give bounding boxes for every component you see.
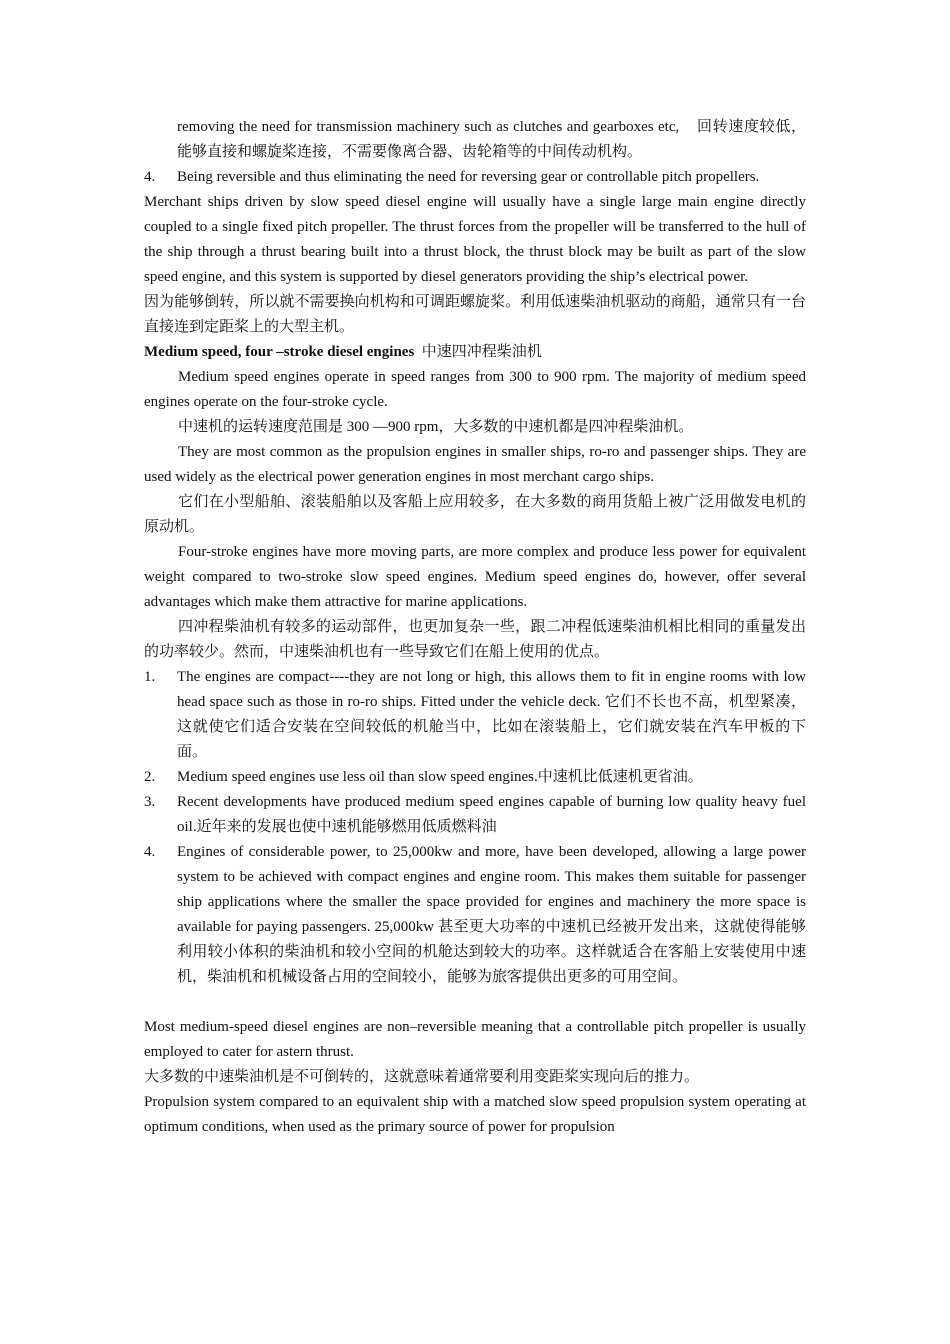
advantage-list-item-3 [144,790,806,840]
list-number: 4. [144,844,156,860]
section-heading [144,340,806,365]
medium-paragraph-2-en: They are most common as the propulsion engines in smaller ships, ro-ro and passenger ships. They are used widely as the electrical power generation engines in most merchant cargo ships. [144,444,806,485]
medium-paragraph-5-en: Propulsion system compared to an equivalent ship with a matched slow speed propulsion system operating at optimum conditions, when used as the primary source of power for propulsion [144,1094,806,1135]
list-number: 1. [144,669,156,685]
section-heading-en: Medium speed, four –stroke diesel engines [144,344,415,360]
list-number: 3. [144,794,156,810]
continued-list-text: removing the need for transmission machinery such as clutches and gearboxes etc, 回转速度较低，能够直接和螺旋桨连接，不需要像离合器、齿轮箱等的中间传动机构。 [177,119,806,160]
blank-line [144,990,806,1015]
medium-paragraph-4-cn: 大多数的中速柴油机是不可倒转的，这就意味着通常要利用变距桨实现向后的推力。 [144,1069,700,1085]
medium-paragraph-4-en: Most medium-speed diesel engines are non–reversible meaning that a controllable pitch propeller is usually employed to cater for astern thrust. [144,1019,806,1060]
list-item-text: The engines are compact----they are not long or high, this allows them to fit in engine rooms with low head space such as those in ro-ro ships. Fitted under the vehicle deck. 它们不长也不高，机型紧凑，这就使它们适合安装在空间较低的机舱当中，比如在滚装船上，它们就安装在汽车甲板的下面。 [177,669,806,760]
list-item-text: Medium speed engines use less oil than slow speed engines.中速机比低速机更省油。 [177,769,703,785]
medium-paragraph-1-en: Medium speed engines operate in speed ranges from 300 to 900 rpm. The majority of medium speed engines operate on the four-stroke cycle. [144,369,806,410]
section-heading-cn: 中速四冲程柴油机 [421,344,542,360]
medium-paragraph-3-en: Four-stroke engines have more moving parts, are more complex and produce less power for equivalent weight compared to two-stroke slow speed engines. Medium speed engines do, however, offer several advantages which make them attractive for marine applications. [144,544,806,610]
medium-paragraph-1-cn: 中速机的运转速度范围是 300 —900 rpm，大多数的中速机都是四冲程柴油机。 [178,419,694,435]
advantage-list-item-4 [144,840,806,990]
slow-speed-paragraph-en: Merchant ships driven by slow speed diesel engine will usually have a single large main engine directly coupled to a single fixed pitch propeller. The thrust forces from the propeller will be transferred to the hull of the ship through a thrust bearing built into a thrust block, the thrust block may be built as part of the slow speed engine, and this system is supported by diesel generators providing the ship’s electrical power. [144,194,806,285]
list-number: 2. [144,769,156,785]
list-item-text: Engines of considerable power, to 25,000kw and more, have been developed, allowing a large power system to be achieved with compact engines and engine room. This makes them suitable for passenger ship applications where the smaller the space provided for engines and machinery the more space is available for paying passengers. 25,000kw 甚至更大功率的中速机已经被开发出来，这就使得能够利用较小体积的柴油机和较小空间的机舱达到较大的功率。这样就适合在客船上安装使用中速机，柴油机和机械设备占用的空间较小，能够为旅客提供出更多的可用空间。 [177,844,806,985]
advantage-list-item-2 [144,765,806,790]
slow-speed-paragraph-cn: 因为能够倒转，所以就不需要换向机构和可调距螺旋桨。利用低速柴油机驱动的商船，通常只有一台直接连到定距桨上的大型主机。 [144,294,806,335]
document-page [144,115,806,1140]
advantage-list-item-1 [144,665,806,765]
medium-paragraph-3-cn: 四冲程柴油机有较多的运动部件，也更加复杂一些，跟二冲程低速柴油机相比相同的重量发出的功率较少。然而，中速柴油机也有一些导致它们在船上使用的优点。 [144,619,806,660]
list-item-text: Being reversible and thus eliminating the need for reversing gear or controllable pitch propellers. [177,169,760,185]
slow-speed-list-item-4 [144,165,806,190]
medium-paragraph-2-cn: 它们在小型船舶、滚装船舶以及客船上应用较多，在大多数的商用货船上被广泛用做发电机的原动机。 [144,494,806,535]
list-number: 4. [144,169,156,185]
list-item-text: Recent developments have produced medium speed engines capable of burning low quality heavy fuel oil.近年来的发展也使中速机能够燃用低质燃料油 [177,794,806,835]
